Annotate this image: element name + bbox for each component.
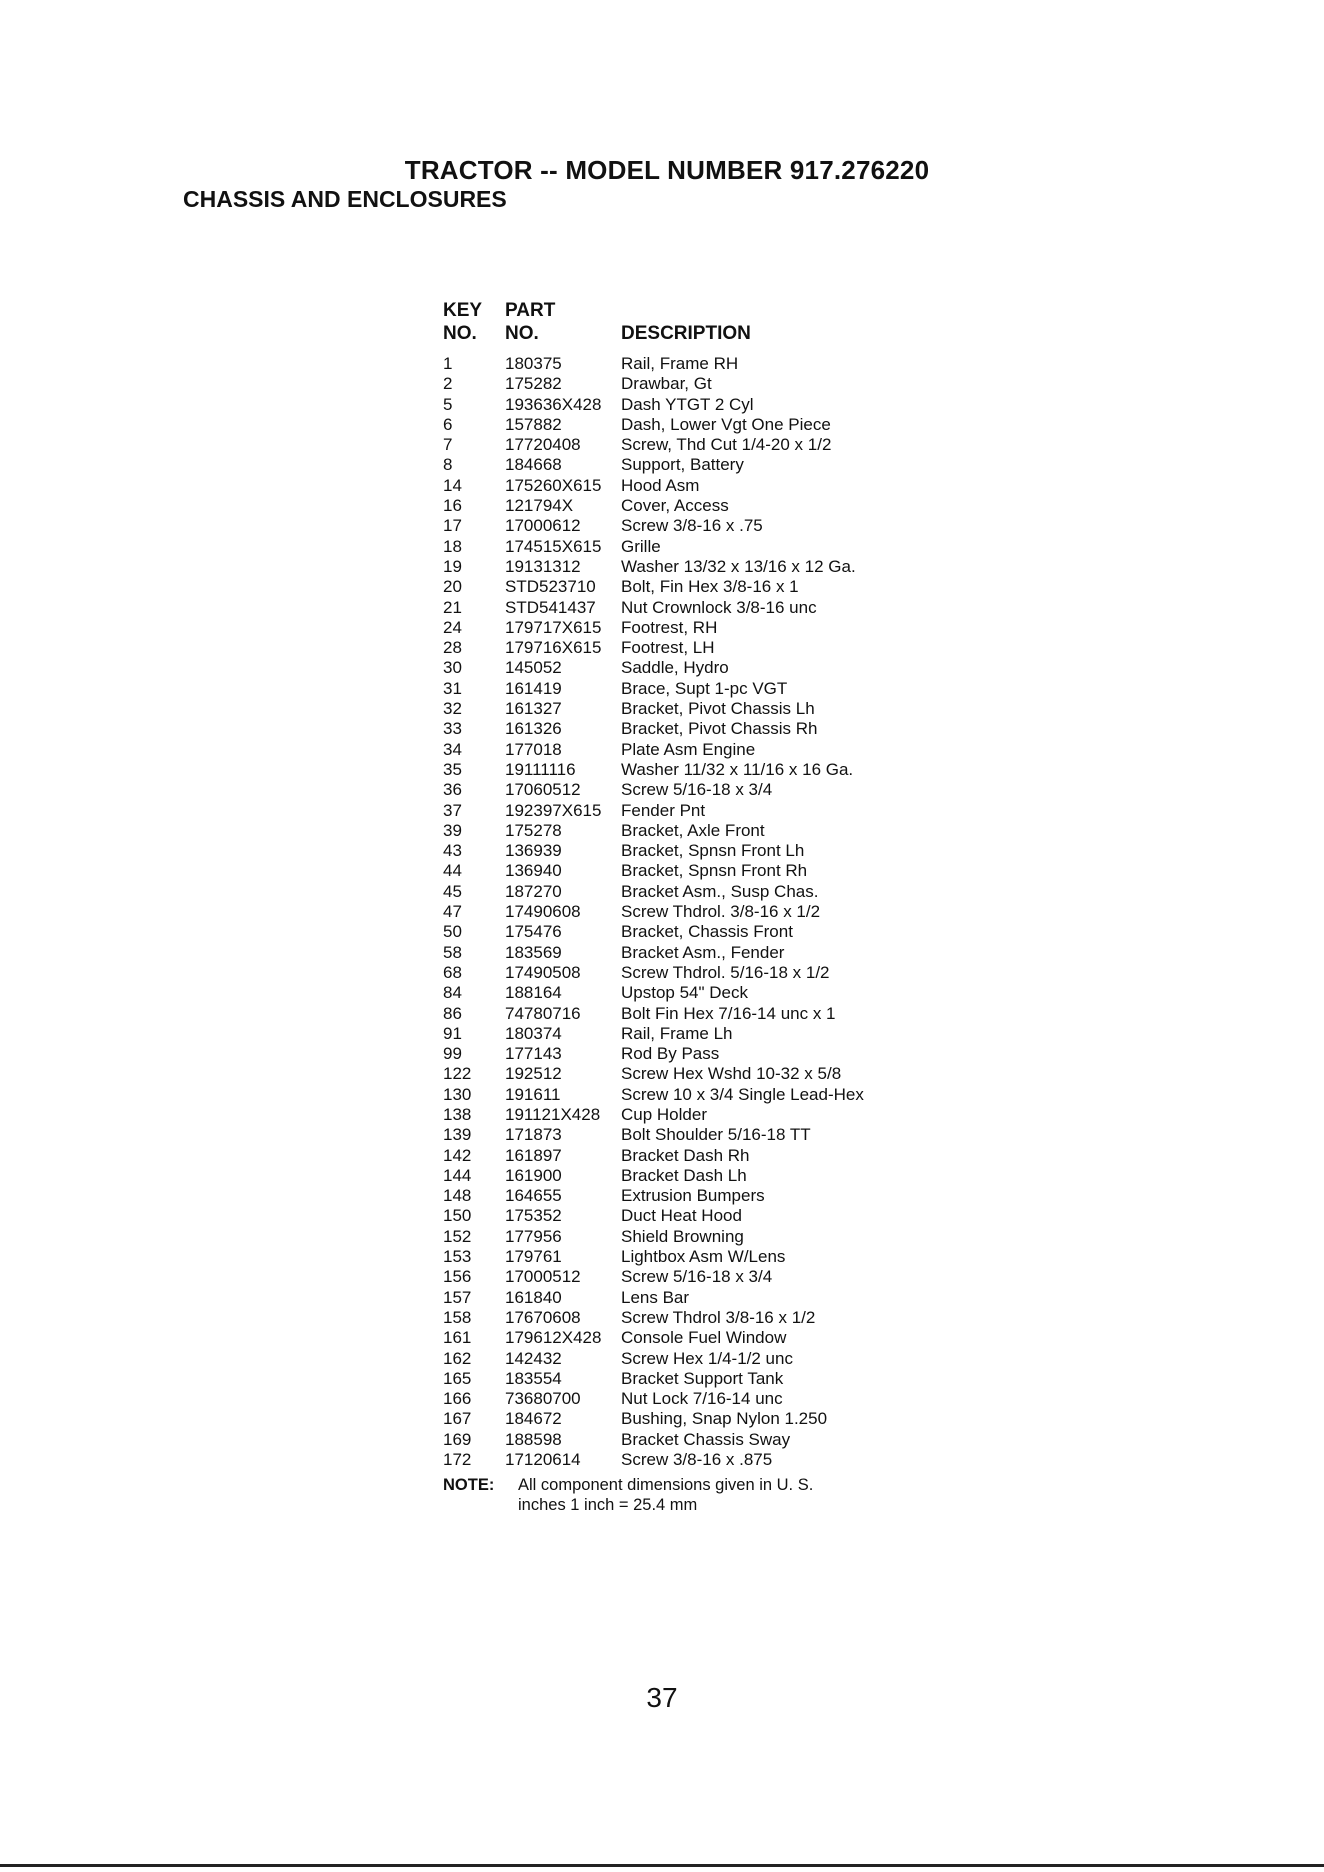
table-row	[443, 618, 864, 638]
key-no-cell: 169	[443, 1429, 472, 1449]
part-no-cell: 175476	[505, 922, 562, 942]
parts-rows	[443, 354, 864, 1470]
table-row	[443, 1247, 864, 1267]
table-row	[443, 1328, 864, 1348]
note-line-2: inches 1 inch = 25.4 mm	[518, 1496, 698, 1515]
description-cell: Drawbar, Gt	[621, 374, 712, 394]
description-cell: Bracket Asm., Susp Chas.	[621, 881, 819, 901]
column-header-row-2	[443, 322, 864, 345]
key-no-cell: 16	[443, 496, 462, 516]
table-row	[443, 740, 864, 760]
parts-list	[443, 299, 864, 1515]
table-row	[443, 1349, 864, 1369]
key-no-cell: 152	[443, 1226, 472, 1246]
key-no-cell: 8	[443, 455, 453, 475]
part-no-cell: 179761	[505, 1247, 562, 1267]
description-cell: Bolt, Fin Hex 3/8-16 x 1	[621, 577, 799, 597]
key-no-cell: 130	[443, 1084, 472, 1104]
description-cell: Bracket, Spnsn Front Lh	[621, 841, 805, 861]
part-no-cell: 187270	[505, 881, 562, 901]
key-no-cell: 47	[443, 902, 462, 922]
table-row	[443, 577, 864, 597]
description-cell: Support, Battery	[621, 455, 744, 475]
key-no-cell: 39	[443, 820, 462, 840]
description-cell: Fender Pnt	[621, 800, 706, 820]
table-row	[443, 1125, 864, 1145]
table-row	[443, 882, 864, 902]
description-cell: Dash YTGT 2 Cyl	[621, 394, 754, 414]
part-no-cell: 17000512	[505, 1267, 581, 1287]
key-no-cell: 17	[443, 516, 462, 536]
key-no-cell: 142	[443, 1145, 472, 1165]
key-no-cell: 153	[443, 1247, 472, 1267]
key-no-cell: 20	[443, 577, 462, 597]
part-no-cell: 177956	[505, 1226, 562, 1246]
table-row	[443, 1166, 864, 1186]
description-header: DESCRIPTION	[621, 323, 751, 344]
table-row	[443, 537, 864, 557]
part-no-cell: 164655	[505, 1186, 562, 1206]
description-cell: Bracket, Spnsn Front Rh	[621, 861, 808, 881]
part-no-cell: 191611	[505, 1084, 561, 1104]
part-no-cell: 193636X428	[505, 394, 602, 414]
part-no-cell: 183554	[505, 1368, 562, 1388]
key-no-cell: 34	[443, 739, 462, 759]
key-no-cell: 1	[443, 354, 453, 373]
table-row	[443, 861, 864, 881]
description-cell: Screw 3/8-16 x .75	[621, 516, 763, 536]
part-no-cell: 175282	[505, 374, 562, 394]
description-cell: Nut Crownlock 3/8-16 unc	[621, 597, 817, 617]
description-cell: Screw Thdrol. 3/8-16 x 1/2	[621, 902, 821, 922]
key-no-cell: 165	[443, 1368, 472, 1388]
key-no-cell: 167	[443, 1409, 472, 1429]
description-cell: Grille	[621, 536, 661, 556]
table-row	[443, 943, 864, 963]
table-row	[443, 395, 864, 415]
table-row	[443, 1288, 864, 1308]
note-line-1: All component dimensions given in U. S.	[518, 1476, 814, 1495]
description-cell: Screw, Thd Cut 1/4-20 x 1/2	[621, 435, 832, 455]
key-no-cell: 172	[443, 1450, 472, 1470]
description-cell: Screw Thdrol. 5/16-18 x 1/2	[621, 962, 830, 982]
table-row	[443, 1389, 864, 1409]
description-cell: Cup Holder	[621, 1104, 707, 1124]
part-no-cell: STD523710	[505, 577, 596, 597]
description-cell: Footrest, LH	[621, 638, 715, 658]
description-cell: Rail, Frame RH	[621, 354, 739, 373]
table-row	[443, 435, 864, 455]
table-row	[443, 699, 864, 719]
key-no-cell: 28	[443, 638, 462, 658]
description-cell: Bracket Chassis Sway	[621, 1429, 791, 1449]
part-no-cell: 161419	[505, 678, 562, 698]
part-no-cell: 177018	[505, 739, 562, 759]
key-header: KEY	[443, 300, 483, 321]
table-row	[443, 780, 864, 800]
table-row	[443, 821, 864, 841]
description-cell: Bracket Dash Lh	[621, 1165, 747, 1185]
key-no-cell: 33	[443, 719, 462, 739]
part-no-cell: 17000612	[505, 516, 581, 536]
description-cell: Duct Heat Hood	[621, 1206, 742, 1226]
part-no-cell: 17490508	[505, 962, 581, 982]
table-row	[443, 598, 864, 618]
key-no-cell: 35	[443, 759, 462, 779]
table-row	[443, 1369, 864, 1389]
part-no-cell: 161327	[505, 699, 562, 719]
description-cell: Lens Bar	[621, 1287, 690, 1307]
part-no-cell: 136939	[505, 841, 562, 861]
key-no-header: NO.	[443, 323, 477, 344]
table-row	[443, 1450, 864, 1470]
description-cell: Screw Hex Wshd 10-32 x 5/8	[621, 1064, 842, 1084]
part-no-cell: 183569	[505, 942, 562, 962]
part-no-cell: 179716X615	[505, 638, 602, 658]
table-row	[443, 374, 864, 394]
description-cell: Rail, Frame Lh	[621, 1023, 733, 1043]
key-no-cell: 45	[443, 881, 462, 901]
key-no-cell: 14	[443, 475, 462, 495]
part-no-cell: 161326	[505, 719, 562, 739]
key-no-cell: 150	[443, 1206, 472, 1226]
description-cell: Screw Thdrol 3/8-16 x 1/2	[621, 1307, 816, 1327]
part-no-cell: 188164	[505, 983, 562, 1003]
key-no-cell: 24	[443, 617, 462, 637]
key-no-cell: 99	[443, 1044, 462, 1064]
description-cell: Screw 3/8-16 x .875	[621, 1450, 773, 1470]
part-no-cell: 188598	[505, 1429, 562, 1449]
table-row	[443, 1146, 864, 1166]
column-header-row-1	[443, 299, 864, 322]
key-no-cell: 139	[443, 1125, 472, 1145]
table-row	[443, 922, 864, 942]
part-no-cell: 180374	[505, 1023, 562, 1043]
part-no-cell: 192512	[505, 1064, 562, 1084]
key-no-cell: 32	[443, 699, 462, 719]
part-no-cell: 74780716	[505, 1003, 581, 1023]
part-no-cell: 179612X428	[505, 1328, 602, 1348]
description-cell: Bracket, Axle Front	[621, 820, 765, 840]
description-cell: Console Fuel Window	[621, 1328, 787, 1348]
description-cell: Dash, Lower Vgt One Piece	[621, 414, 831, 434]
note-label: NOTE:	[443, 1476, 495, 1495]
description-cell: Bracket Dash Rh	[621, 1145, 750, 1165]
key-no-cell: 157	[443, 1287, 472, 1307]
key-no-cell: 7	[443, 435, 453, 455]
table-row	[443, 557, 864, 577]
part-no-cell: 171873	[505, 1125, 562, 1145]
description-cell: Footrest, RH	[621, 617, 718, 637]
key-no-cell: 86	[443, 1003, 462, 1023]
description-cell: Screw 10 x 3/4 Single Lead-Hex	[621, 1084, 864, 1104]
page-title: TRACTOR -- MODEL NUMBER 917.276220	[404, 155, 930, 185]
description-cell: Extrusion Bumpers	[621, 1186, 765, 1206]
table-row	[443, 658, 864, 678]
table-row	[443, 1267, 864, 1287]
table-row	[443, 1105, 864, 1125]
table-row	[443, 516, 864, 536]
table-row	[443, 760, 864, 780]
table-row	[443, 983, 864, 1003]
key-no-cell: 166	[443, 1389, 472, 1409]
key-no-cell: 43	[443, 841, 462, 861]
table-row	[443, 1004, 864, 1024]
table-row	[443, 1308, 864, 1328]
description-cell: Plate Asm Engine	[621, 739, 756, 759]
table-row	[443, 1064, 864, 1084]
description-cell: Lightbox Asm W/Lens	[621, 1247, 786, 1267]
part-no-cell: 17720408	[505, 435, 581, 455]
key-no-cell: 18	[443, 536, 462, 556]
part-no-cell: 17060512	[505, 780, 581, 800]
key-no-cell: 156	[443, 1267, 472, 1287]
description-cell: Hood Asm	[621, 475, 700, 495]
description-cell: Nut Lock 7/16-14 unc	[621, 1389, 783, 1409]
description-cell: Bushing, Snap Nylon 1.250	[621, 1409, 828, 1429]
part-no-cell: 175278	[505, 820, 562, 840]
part-no-cell: 17490608	[505, 902, 581, 922]
table-row	[443, 496, 864, 516]
part-no-cell: 175260X615	[505, 475, 602, 495]
description-cell: Bolt Shoulder 5/16-18 TT	[621, 1125, 811, 1145]
key-no-cell: 138	[443, 1104, 472, 1124]
key-no-cell: 5	[443, 394, 453, 414]
key-no-cell: 30	[443, 658, 462, 678]
key-no-cell: 31	[443, 678, 462, 698]
key-no-cell: 122	[443, 1064, 472, 1084]
key-no-cell: 44	[443, 861, 462, 881]
part-no-cell: 175352	[505, 1206, 562, 1226]
section-title: CHASSIS AND ENCLOSURES	[183, 186, 507, 212]
part-no-cell: 17120614	[505, 1450, 581, 1470]
part-no-cell: 180375	[505, 354, 562, 373]
part-no-cell: 192397X615	[505, 800, 602, 820]
table-row	[443, 679, 864, 699]
description-cell: Bracket Asm., Fender	[621, 942, 785, 962]
description-cell: Bolt Fin Hex 7/16-14 unc x 1	[621, 1003, 836, 1023]
part-no-cell: 145052	[505, 658, 562, 678]
page-number: 37	[646, 1682, 678, 1713]
part-no-cell: 17670608	[505, 1307, 581, 1327]
description-cell: Cover, Access	[621, 496, 729, 516]
key-no-cell: 6	[443, 414, 453, 434]
part-no-cell: 19111116	[505, 759, 576, 779]
part-no-cell: 177143	[505, 1044, 562, 1064]
part-no-cell: 121794X	[505, 496, 574, 516]
description-cell: Bracket Support Tank	[621, 1368, 784, 1388]
table-row	[443, 354, 864, 374]
description-cell: Bracket, Chassis Front	[621, 922, 793, 942]
key-no-cell: 68	[443, 962, 462, 982]
table-row	[443, 476, 864, 496]
key-no-cell: 84	[443, 983, 462, 1003]
table-row	[443, 1024, 864, 1044]
description-cell: Screw 5/16-18 x 3/4	[621, 1267, 773, 1287]
description-cell: Shield Browning	[621, 1226, 744, 1246]
key-no-cell: 144	[443, 1165, 472, 1185]
table-row	[443, 455, 864, 475]
table-row	[443, 1430, 864, 1450]
description-cell: Screw Hex 1/4-1/2 unc	[621, 1348, 793, 1368]
key-no-cell: 58	[443, 942, 462, 962]
part-no-cell: 136940	[505, 861, 562, 881]
description-cell: Saddle, Hydro	[621, 658, 729, 678]
description-cell: Washer 13/32 x 13/16 x 12 Ga.	[621, 556, 856, 576]
description-cell: Upstop 54" Deck	[621, 983, 748, 1003]
description-cell: Bracket, Pivot Chassis Lh	[621, 699, 815, 719]
table-row	[443, 1085, 864, 1105]
key-no-cell: 158	[443, 1307, 472, 1327]
description-cell: Washer 11/32 x 11/16 x 16 Ga.	[621, 759, 854, 779]
table-row	[443, 801, 864, 821]
key-no-cell: 50	[443, 922, 462, 942]
key-no-cell: 2	[443, 374, 453, 394]
key-no-cell: 36	[443, 780, 462, 800]
description-cell: Screw 5/16-18 x 3/4	[621, 780, 773, 800]
description-cell: Bracket, Pivot Chassis Rh	[621, 719, 818, 739]
key-no-cell: 19	[443, 556, 462, 576]
table-row	[443, 1044, 864, 1064]
part-no-cell: 161897	[505, 1145, 562, 1165]
table-row	[443, 902, 864, 922]
key-no-cell: 162	[443, 1348, 472, 1368]
bottom-rule	[0, 1864, 1324, 1867]
part-no-cell: 179717X615	[505, 617, 602, 637]
key-no-cell: 148	[443, 1186, 472, 1206]
part-header: PART	[505, 300, 556, 321]
key-no-cell: 91	[443, 1023, 462, 1043]
table-row	[443, 415, 864, 435]
part-no-cell: 184668	[505, 455, 562, 475]
table-row	[443, 1409, 864, 1429]
table-row	[443, 719, 864, 739]
part-no-cell: 73680700	[505, 1389, 581, 1409]
description-cell: Brace, Supt 1-pc VGT	[621, 678, 788, 698]
table-row	[443, 841, 864, 861]
table-row	[443, 638, 864, 658]
part-no-cell: 19131312	[505, 556, 581, 576]
table-row	[443, 1206, 864, 1226]
key-no-cell: 37	[443, 800, 462, 820]
part-no-cell: 161840	[505, 1287, 562, 1307]
part-no-cell: 174515X615	[505, 536, 602, 556]
description-cell: Rod By Pass	[621, 1044, 720, 1064]
part-no-cell: 184672	[505, 1409, 562, 1429]
table-row	[443, 963, 864, 983]
part-no-header: NO.	[505, 323, 539, 344]
part-no-cell: 157882	[505, 414, 562, 434]
part-no-cell: 191121X428	[505, 1104, 601, 1124]
part-no-cell: 142432	[505, 1348, 562, 1368]
part-no-cell: STD541437	[505, 597, 596, 617]
key-no-cell: 161	[443, 1328, 472, 1348]
part-no-cell: 161900	[505, 1165, 562, 1185]
key-no-cell: 21	[443, 597, 462, 617]
table-row	[443, 1227, 864, 1247]
note-text	[518, 1475, 864, 1515]
table-row	[443, 1186, 864, 1206]
note	[443, 1475, 864, 1515]
header-spacer	[621, 299, 864, 322]
